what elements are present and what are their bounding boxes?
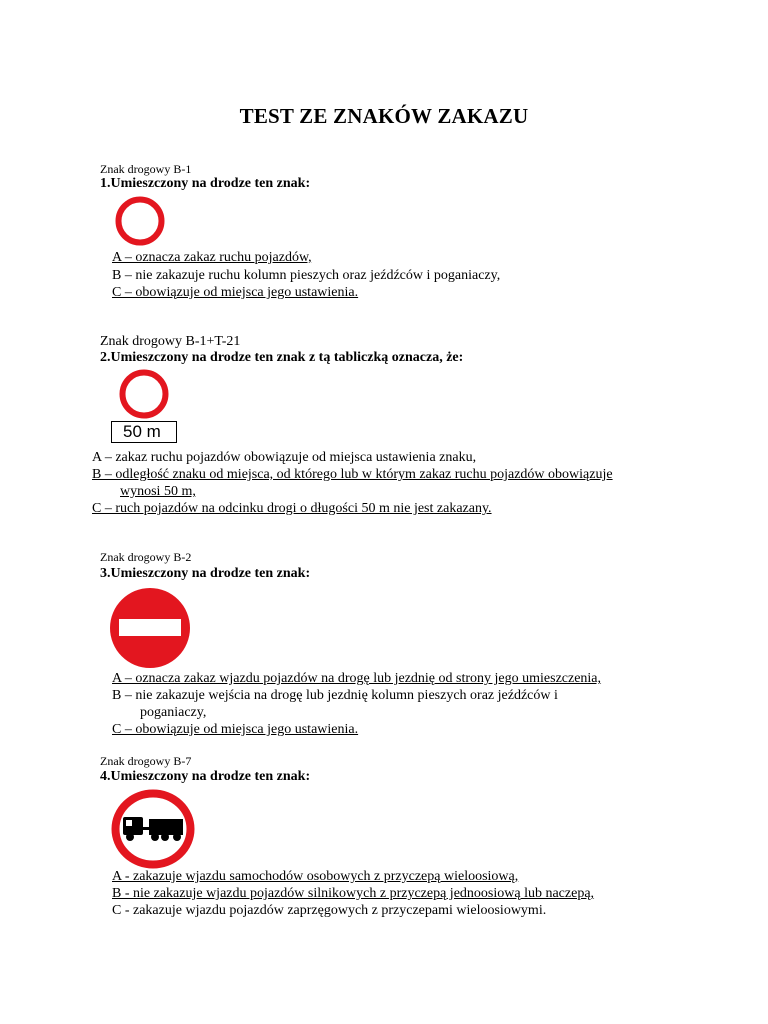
answer-option-a: A – oznacza zakaz ruchu pojazdów, xyxy=(112,250,312,265)
b1-no-vehicles-sign-icon xyxy=(115,196,165,246)
answer-option-a: A – zakaz ruchu pojazdów obowiązuje od miejsca ustawienia znaku, xyxy=(92,450,477,465)
sign-code-label: Znak drogowy B-1 xyxy=(100,162,192,176)
question-text: 1.Umieszczony na drodze ten znak: xyxy=(100,176,311,191)
b7-no-trailers-sign-icon xyxy=(111,789,195,869)
answer-option-c: C – obowiązuje od miejsca jego ustawienia. xyxy=(112,285,359,300)
page-title: TEST ZE ZNAKÓW ZAKAZU xyxy=(239,104,529,128)
distance-plate: 50 m xyxy=(111,421,177,443)
answer-option-b: B – nie zakazuje ruchu kolumn pieszych oraz jeźdźców i poganiaczy, xyxy=(112,268,501,283)
question-text: 4.Umieszczony na drodze ten znak: xyxy=(100,769,311,784)
sign-code-label: Znak drogowy B-2 xyxy=(100,550,192,564)
answer-option-c: C – obowiązuje od miejsca jego ustawienia. xyxy=(112,722,359,737)
answer-option-a: A - zakazuje wjazdu samochodów osobowych z przyczepą wieloosiową, xyxy=(112,869,519,884)
question-text: 2.Umieszczony na drodze ten znak z tą tabliczką oznacza, że: xyxy=(100,350,464,365)
answer-option-c: C – ruch pojazdów na odcinku drogi o długości 50 m nie jest zakazany. xyxy=(92,501,492,516)
answer-option-c: C - zakazuje wjazdu pojazdów zaprzęgowych z przyczepami wieloosiowymi. xyxy=(112,903,547,918)
sign-code-label: Znak drogowy B-7 xyxy=(100,754,192,768)
answer-option-b: B – nie zakazuje wejścia na drogę lub jezdnię kolumn pieszych oraz jeźdźców i xyxy=(112,688,558,703)
answer-option-a: A – oznacza zakaz wjazdu pojazdów na drogę lub jezdnię od strony jego umieszczenia, xyxy=(112,671,602,686)
answer-option-b: B – odległość znaku od miejsca, od którego lub w którym zakaz ruchu pojazdów obowiązuje xyxy=(92,467,613,482)
answer-option-b: B - nie zakazuje wjazdu pojazdów silnikowych z przyczepą jednoosiową lub naczepą, xyxy=(112,886,595,901)
answer-option-b-continued: poganiaczy, xyxy=(140,705,207,720)
sign-code-label: Znak drogowy B-1+T-21 xyxy=(100,334,241,349)
b1-no-vehicles-sign-icon xyxy=(119,369,169,419)
question-text: 3.Umieszczony na drodze ten znak: xyxy=(100,566,311,581)
answer-option-b-continued: wynosi 50 m, xyxy=(120,484,196,499)
b2-no-entry-sign-icon xyxy=(110,588,190,668)
